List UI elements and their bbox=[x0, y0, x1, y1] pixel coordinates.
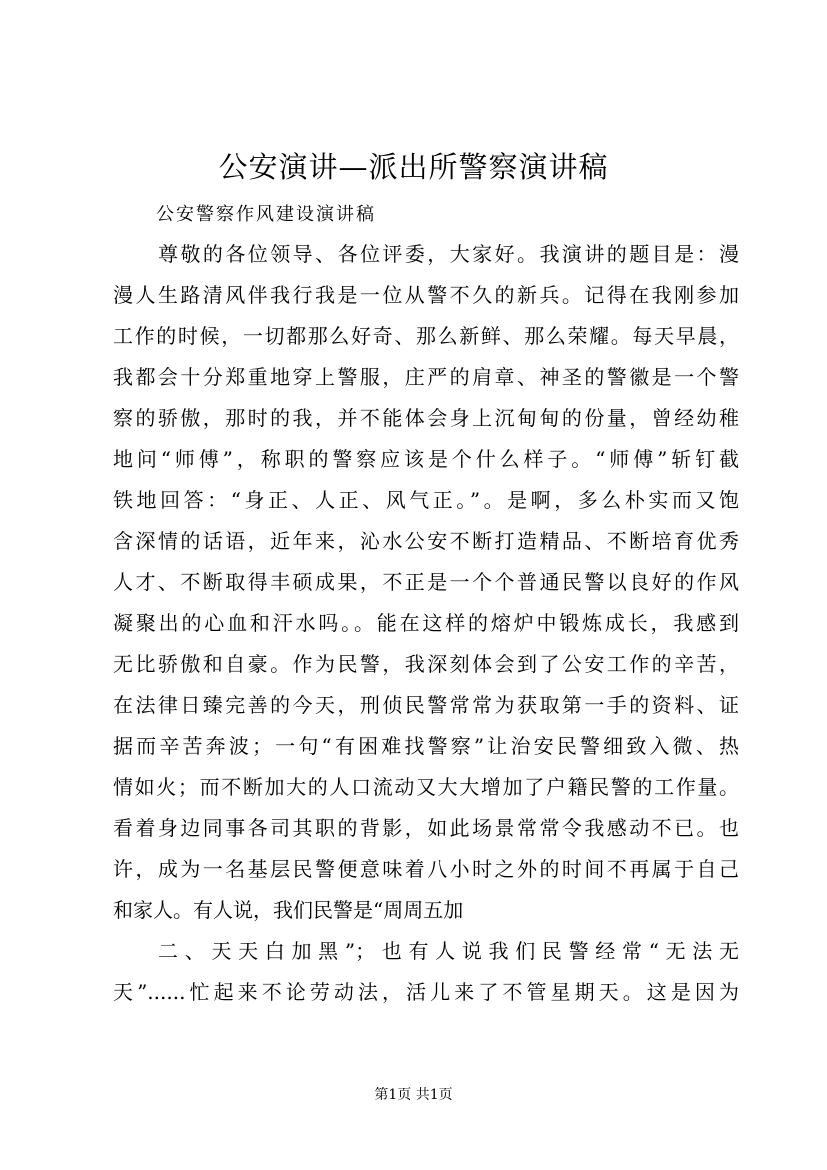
body-line: 人才、不断取得丰硕成果，不正是一个个普通民警以良好的作风 bbox=[113, 570, 739, 594]
page-footer: 第1页 共1页 bbox=[374, 1087, 453, 1103]
body-line: 我都会十分郑重地穿上警服，庄严的肩章、神圣的警徽是一个警 bbox=[113, 365, 739, 389]
body-line: 凝聚出的心血和汗水吗。。能在这样的熔炉中锻炼成长，我感到 bbox=[113, 611, 739, 635]
body-line: 在法律日臻完善的今天，刑侦民警常常为获取第一手的资料、证 bbox=[113, 693, 739, 717]
body-line: 二、天天白加黑”；也有人说我们民警经常“无法无 bbox=[158, 939, 739, 963]
body-line: 工作的时候，一切都那么好奇、那么新鲜、那么荣耀。每天早晨， bbox=[113, 324, 739, 348]
body-line: 漫人生路清风伴我行我是一位从警不久的新兵。记得在我刚参加 bbox=[113, 283, 739, 307]
body-line: 情如火；而不断加大的人口流动又大大增加了户籍民警的工作量。 bbox=[113, 775, 739, 799]
body-line: 含深情的话语，近年来，沁水公安不断打造精品、不断培育优秀 bbox=[113, 529, 739, 553]
body-line: 铁地回答：“身正、人正、风气正。”。是啊，多么朴实而又饱 bbox=[113, 488, 739, 512]
body-line: 据而辛苦奔波；一句“有困难找警察”让治安民警细致入微、热 bbox=[113, 734, 739, 758]
body-line: 地问“师傅”，称职的警察应该是个什么样子。“师傅”斩钉截 bbox=[113, 447, 739, 471]
body-line: 天”......忙起来不论劳动法，活儿来了不管星期天。这是因为 bbox=[113, 980, 739, 1004]
body-line: 察的骄傲，那时的我，并不能体会身上沉甸甸的份量，曾经幼稚 bbox=[113, 406, 739, 430]
body-line: 和家人。有人说，我们民警是“周周五加 bbox=[113, 898, 464, 922]
body-line: 许，成为一名基层民警便意味着八小时之外的时间不再属于自己 bbox=[113, 857, 739, 881]
body-line: 无比骄傲和自豪。作为民警，我深刻体会到了公安工作的辛苦， bbox=[113, 652, 739, 676]
document-title: 公安演讲—派出所警察演讲稿 bbox=[218, 150, 609, 184]
body-line: 看着身边同事各司其职的背影，如此场景常常令我感动不已。也 bbox=[113, 816, 739, 840]
body-line: 尊敬的各位领导、各位评委，大家好。我演讲的题目是：漫 bbox=[158, 242, 739, 266]
document-subtitle: 公安警察作风建设演讲稿 bbox=[156, 204, 376, 225]
